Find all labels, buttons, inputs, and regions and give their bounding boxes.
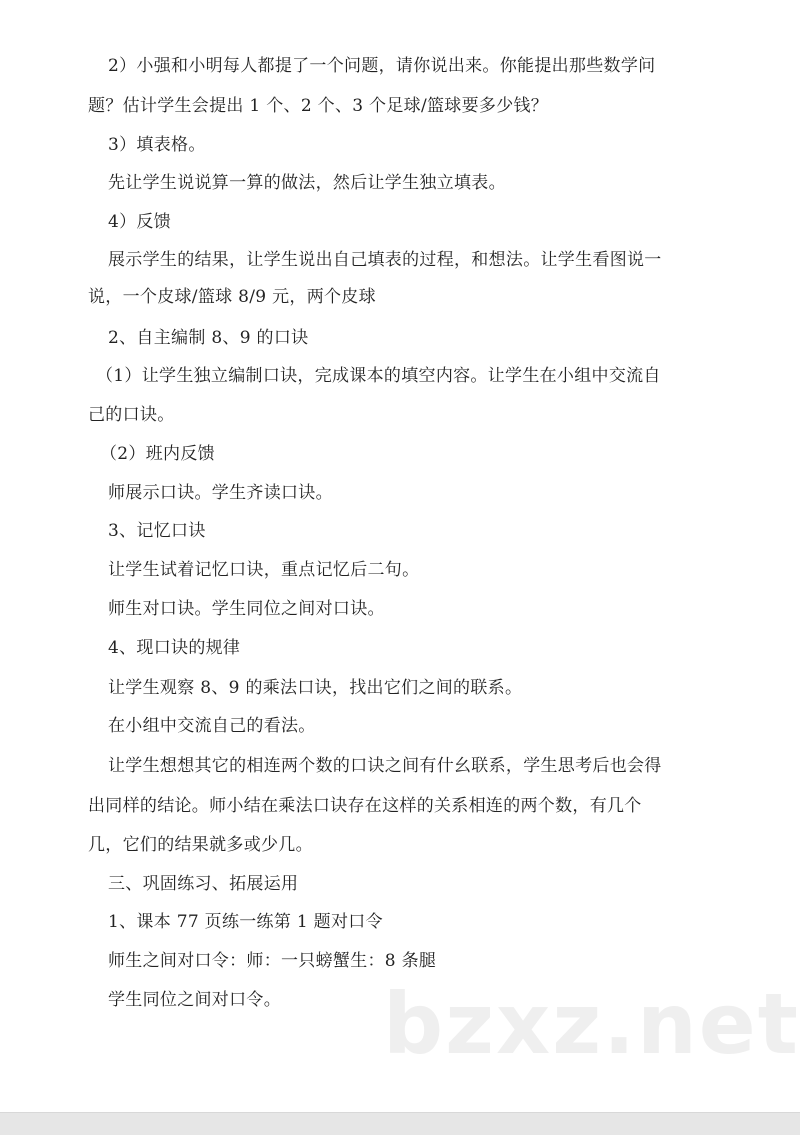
text-line: 师生之间对口令：师：一只螃蟹生：8 条腿 xyxy=(108,951,437,971)
section-heading: 4、现口诀的规律 xyxy=(108,638,241,658)
text-line: 师生对口诀。学生同位之间对口诀。 xyxy=(108,599,385,619)
text-line: 师展示口诀。学生齐读口诀。 xyxy=(108,483,333,503)
text-line: 展示学生的结果，让学生说出自己填表的过程，和想法。让学生看图说一 xyxy=(108,250,662,270)
text-line: 让学生试着记忆口诀，重点记忆后二句。 xyxy=(108,560,420,580)
text-line: 己的口诀。 xyxy=(88,405,175,425)
text-line: （2）班内反馈 xyxy=(100,444,215,464)
watermark: bzxz.net xyxy=(383,975,800,1073)
text-line: 让学生观察 8、9 的乘法口诀，找出它们之间的联系。 xyxy=(108,678,523,698)
text-line: 题？估计学生会提出 1 个、2 个、3 个足球/篮球要多少钱？ xyxy=(88,96,549,116)
text-line: 几，它们的结果就多或少几。 xyxy=(88,835,313,855)
text-line: 3）填表格。 xyxy=(108,135,206,155)
text-line: 让学生想想其它的相连两个数的口诀之间有什幺联系，学生思考后也会得 xyxy=(108,756,662,776)
text-line: 说，一个皮球/篮球 8/9 元，两个皮球 xyxy=(88,287,376,307)
text-line: 学生同位之间对口令。 xyxy=(108,990,281,1010)
text-line: 2）小强和小明每人都提了一个问题，请你说出来。你能提出那些数学问 xyxy=(108,56,656,76)
page-bottom-divider xyxy=(0,1112,800,1135)
section-heading: 2、自主编制 8、9 的口诀 xyxy=(108,328,309,348)
text-line: 出同样的结论。师小结在乘法口诀存在这样的关系相连的两个数，有几个 xyxy=(88,796,642,816)
section-heading: 三、巩固练习、拓展运用 xyxy=(108,874,299,894)
text-line: 先让学生说说算一算的做法，然后让学生独立填表。 xyxy=(108,173,506,193)
section-heading: 3、记忆口诀 xyxy=(108,521,206,541)
text-line: 1、课本 77 页练一练第 1 题对口令 xyxy=(108,912,383,932)
text-line: 4）反馈 xyxy=(108,212,172,232)
text-line: 在小组中交流自己的看法。 xyxy=(108,716,316,736)
text-line: （1）让学生独立编制口诀，完成课本的填空内容。让学生在小组中交流自 xyxy=(96,366,661,386)
